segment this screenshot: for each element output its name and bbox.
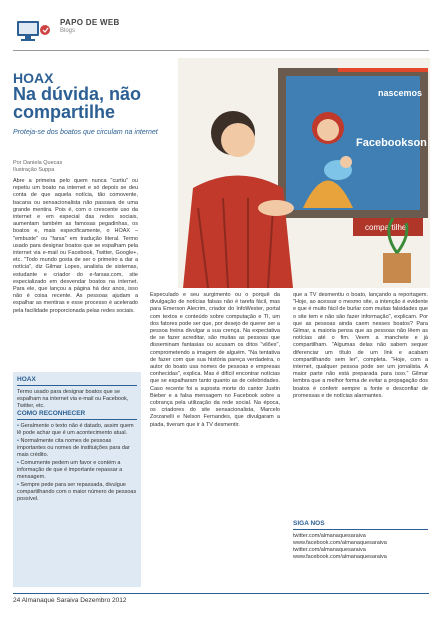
sidebar-box-subtitle: COMO RECONHECER	[17, 410, 86, 417]
sidebar-box-rule	[17, 385, 137, 386]
byline-author: Por Daniela Quecas	[13, 160, 63, 166]
page-footer: 24 Almanaque Saraiva Dezembro 2012	[13, 597, 127, 604]
list-item: • Comumente pedem um favor e contém a informação de que é importante repassar a mensagem.	[17, 460, 137, 481]
section-label: PAPO DE WEB	[60, 18, 120, 27]
sidebar-bullet-list	[17, 423, 137, 504]
social-link[interactable]: twitter.com/almanaquesaraiva	[293, 533, 366, 539]
siga-nos-rule	[293, 529, 428, 530]
siga-nos-links	[293, 533, 428, 561]
sidebar-box-rule-2	[17, 419, 137, 420]
siga-nos-title: SIGA NOS	[293, 520, 325, 527]
header-divider	[13, 50, 429, 51]
list-item: • Geralmente o texto não é datado, assim quem lê pode achar que é um acontecimento atual.	[17, 423, 137, 437]
article-illustration	[178, 58, 430, 288]
social-link[interactable]: www.facebook.com/almanaquesaraiva	[293, 540, 387, 546]
illustration-banner-text: compartilhe	[365, 223, 407, 232]
article-title: Na dúvida, não compartilhe	[13, 84, 142, 122]
footer-divider	[13, 593, 429, 594]
social-link[interactable]: twitter.com/almanaquesaraiva	[293, 547, 366, 553]
list-item: • Normalmente cita nomes de pessoas importantes ou nomes de instituições para dar mais crédito.	[17, 438, 137, 459]
article-kicker: HOAX	[13, 70, 54, 86]
sidebar-box-description: Termo usado para designar boatos que se espalham na internet via e-mail ou Facebook, Twitter, etc.	[17, 389, 129, 409]
byline-illustrator: Ilustração Suppa	[13, 167, 55, 173]
article-body-column-1: Abre a primeira pelo quem nunca "curtiu" ou repetiu um boato na internet e só depois se deu conta de que aquela notícia, tão comovente, bacana ou sensacionalista não passava de uma grande mentira. Pois é, com o crescente uso da internet e em especial das redes sociais, aumentam também as famosas pegadinhas, os boatos e, mais especificamente, o HOAX – "embuste" ou "farsa" em tradução literal. Termo usado para designar boatos que se espalham pela internet via e-mail ou Facebook, Twitter, Google+, etc. "Todo mundo gosta de ser o primeiro a dar a notícia", diz Gilmar Lopes, analista de sistemas, estudante e criador do e-farsas.com, site especializado em desvendar boatos na internet. Para ele, que lançou a página há dez anos, isso não é coisa recente. As pessoas ajudam a espalhar as mentiras e esse processo é acelerado pela facilidade proporcionada pelas redes sociais.	[13, 178, 138, 314]
computer-icon	[13, 18, 53, 48]
list-item: • Sempre pede para ser repassada, divulgue compartilhando com o maior número de pessoas possível.	[17, 482, 137, 503]
article-body-column-2: Especulado e seu surgimento ou o porquê da divulgação de notícias falsas não é tarefa fácil, mas para Emerson Alecrim, criador do InfoWester, portal com textos e conteúdo sobre computação e TI, um dos fatores pode ser que, por desejo de querer ser a pessoa treina divulgar a sua crença. Na expectativa de se fazer acreditar, são muitas as pessoas que disseminam fantasias ou acusam os ditos "vilões", comprometendo a imagem de alguém. "Na tentativa de fazer com que sua história pareça verdadeira, o autor do boato usa nomes de pessoas e empresas conhecidas", explica. Mas é difícil encontrar notícias que se espalharam tanto quanto as de celebridades. Caso recente foi a suposta morte do cantor Justin Bieber e a falsa mensagem no Facebook sobre a cobrança pela utilização da rede social. Na época, os criadores do site sensacionalista, Marcelo Zorzanelli e Nelson Fernandes, que divulgaram a piada, tiveram que ir à TV desmentir.	[150, 292, 280, 428]
article-body-column-3: que a TV desmentiu o boato, lançando a reportagem. "Hoje, ao acessar o mesmo site, a intenção é evidente e que é muito fácil de burlar com muitas falsidades que o site tem e não são fazer informação", explicam. Por que as pessoas ainda caem nesses boatos? Para Gilmar, a maioria pensa que as pessoas não lêem as notícias até o fim. Veem a manchete e já compartilham. "Algumas delas não sabem sequer diferenciar um título de um link e acabam compartilhando sem ler", completa. "Hoje, com a internet, qualquer pessoa pode ser um jornalista. A maior parte não está preparada para isso." Gilmar lembra que a melhor forma de evitar a propagação dos boatos é conferir sempre a fonte e desconfiar de promessas e de notícias alarmantes.	[293, 292, 428, 399]
illustration-brand-text: nascemos	[378, 88, 423, 98]
article-byline	[13, 160, 62, 174]
sidebar-box-title: HOAX	[17, 376, 36, 383]
article-deck: Proteja-se dos boatos que circulam na internet	[13, 129, 158, 136]
illustration-tv-text: Facebookson	[356, 137, 427, 149]
social-link[interactable]: www.facebook.com/almanaquesaraiva	[293, 554, 387, 560]
section-sublabel: Blogs	[60, 28, 76, 34]
